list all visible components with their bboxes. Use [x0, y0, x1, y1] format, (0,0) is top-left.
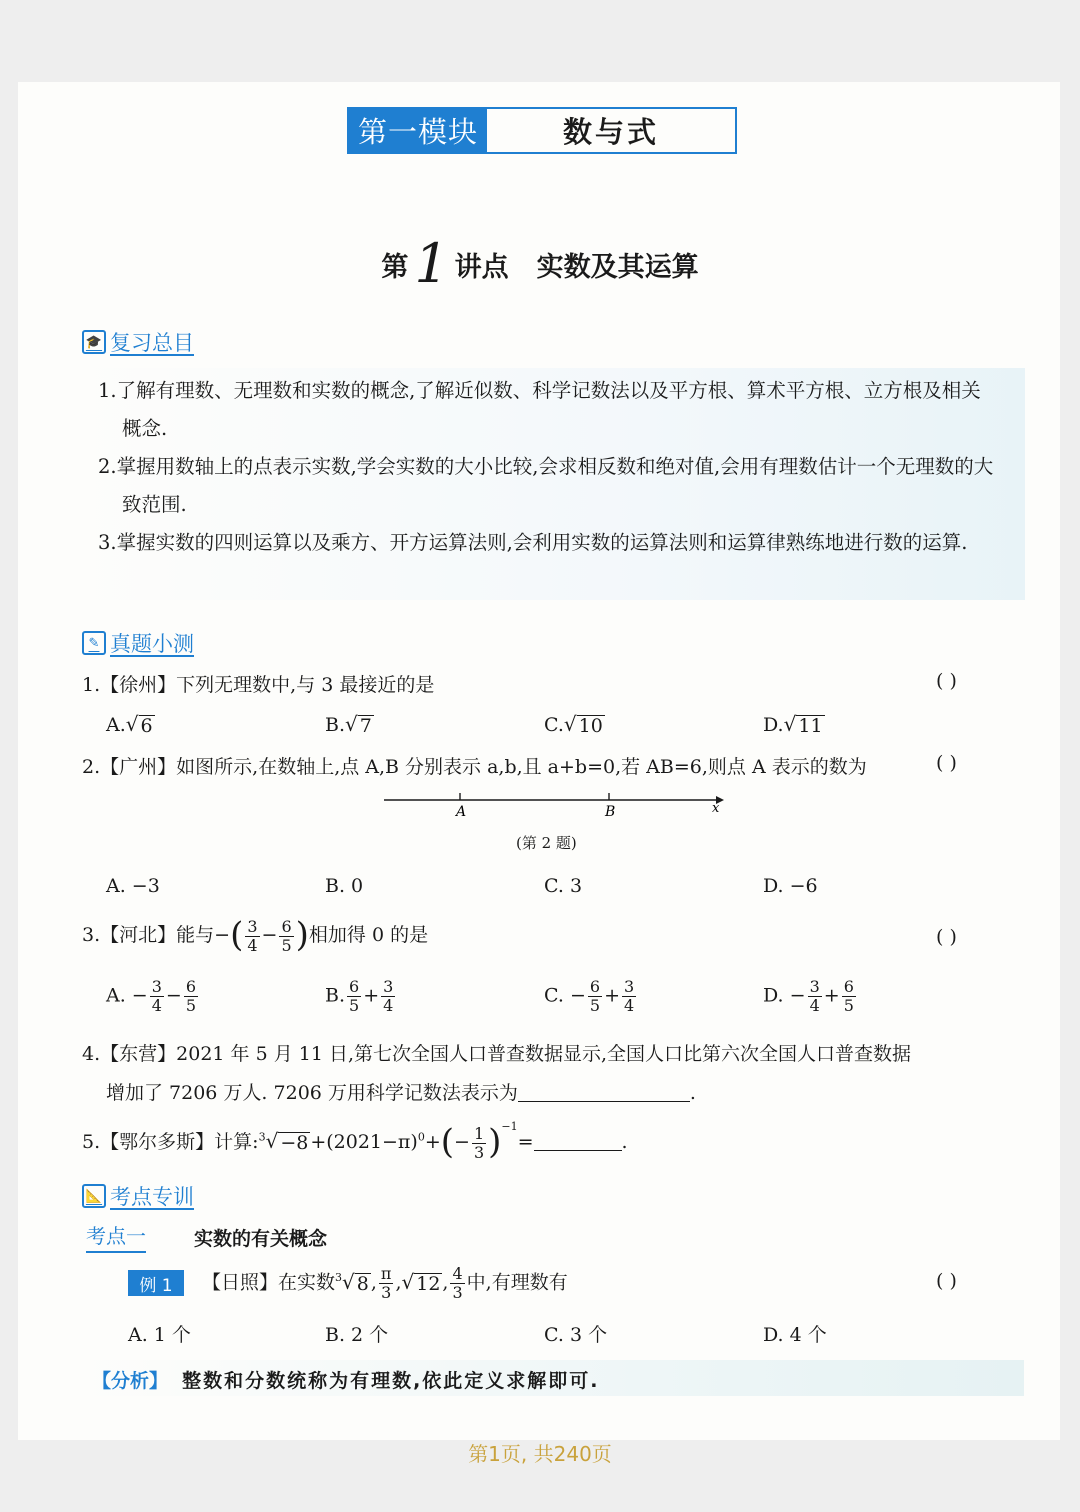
lesson-suffix: 讲点	[454, 252, 509, 283]
section-test	[82, 628, 194, 658]
q-text: 在实数	[278, 1271, 336, 1294]
sqrt: √ 11	[783, 712, 823, 737]
section-review-label: 复习总目	[110, 331, 194, 355]
answer-paren: ( )	[936, 670, 957, 692]
radicand: 7	[359, 715, 372, 737]
q-number: 4.	[82, 1043, 101, 1065]
review-item: 3.掌握实数的四则运算以及乘方、开方运算法则,会利用实数的运算法则和运算律熟练地进行数的运算.	[98, 531, 968, 554]
numerator: 3	[247, 916, 258, 936]
q-source: 【东营】	[100, 1043, 177, 1065]
fraction	[279, 918, 293, 955]
question-5: 5.【鄂尔多斯】计算:$^3$ √ −8 $+(2021-\pi)^0+(-$ $\frac{1}{3}$ )$^{-1}$= .	[82, 1120, 628, 1162]
option-a	[106, 712, 155, 736]
root-index: 3	[258, 1130, 266, 1144]
option-d: D. 4 个	[763, 1324, 827, 1346]
figure-caption: (第 2 题)	[516, 834, 577, 852]
module-header	[347, 107, 737, 154]
module-title: 数与式	[562, 115, 659, 149]
lesson-prefix: 第	[381, 252, 409, 283]
review-list	[98, 372, 998, 562]
q-text: 2021 年 5 月 11 日,第七次全国人口普查数据显示,全国人口比第六次全国人口普查数据	[176, 1043, 912, 1065]
lesson-number: 1	[414, 232, 449, 295]
numerator: 6	[589, 977, 601, 996]
review-item: 2.掌握用数轴上的点表示实数,学会实数的大小比较,会求相反数和绝对值,会用有理数估计一个无理数的大致范围.	[98, 455, 994, 516]
q-source: 【日照】	[202, 1271, 279, 1294]
opt-label: C.	[544, 714, 564, 736]
section-training-label: 考点专训	[110, 1185, 194, 1209]
sqrt: √ 7	[345, 712, 372, 737]
q-text: 能与−	[176, 924, 231, 946]
q-number: 5.	[82, 1131, 101, 1153]
denominator: 5	[185, 996, 197, 1015]
q-source: 【河北】	[100, 924, 177, 946]
review-item: 1.了解有理数、无理数和实数的概念,了解近似数、科学记数法以及平方根、算术平方根、立方根及相关概念.	[98, 379, 981, 440]
option-b: B. $\frac{6}{5}$ + $\frac{3}{4}$	[325, 977, 394, 1015]
example-1: 【日照】在实数$^3$ √ 8 , $\frac{\pi}{3}$ , √ 12 , $\frac{4}{3}$ 中,有理数有	[202, 1264, 568, 1302]
option-a: A. 1 个	[128, 1324, 191, 1346]
q-number: 2.	[82, 756, 101, 778]
q-text: 中,有理数有	[466, 1271, 568, 1294]
denominator: 5	[843, 996, 854, 1015]
analysis-label: 【分析】	[92, 1370, 169, 1392]
q-source: 【徐州】	[100, 674, 177, 696]
numerator: 3	[383, 977, 394, 996]
radicand: 11	[798, 715, 823, 737]
analysis	[92, 1366, 600, 1393]
exponent: −1	[501, 1120, 518, 1133]
q-text: =	[517, 1131, 534, 1153]
root-index: 3	[335, 1271, 343, 1285]
option-d: D. −6	[763, 875, 818, 897]
example-badge: 例 1	[128, 1270, 184, 1296]
option-c: C. − $\frac{6}{5}$ + $\frac{3}{4}$	[544, 977, 635, 1015]
key-point-label: 考点一	[86, 1220, 146, 1253]
question-2	[82, 752, 867, 779]
point-b-label: B	[605, 804, 616, 820]
denominator: 3	[381, 1283, 392, 1302]
answer-blank[interactable]	[518, 1101, 690, 1102]
q-text: +	[424, 1131, 441, 1153]
opt-label: D.	[763, 984, 784, 1007]
numerator: π	[380, 1264, 392, 1283]
option-d	[763, 712, 825, 736]
question-4	[82, 1039, 911, 1066]
option-a: A. −3	[106, 875, 160, 897]
denominator: 3	[473, 1142, 485, 1162]
numerator: 3	[809, 977, 820, 996]
denominator: 5	[589, 996, 601, 1015]
answer-paren: ( )	[936, 926, 957, 948]
numerator: 4	[452, 1264, 463, 1283]
answer-paren: ( )	[936, 752, 957, 774]
q-text: 下列无理数中,与 3 最接近的是	[176, 674, 435, 696]
section-training	[82, 1181, 194, 1211]
opt-label: B.	[325, 714, 346, 736]
question-3: 3.【河北】能与−( $\frac{3}{4}$ − $\frac{6}{5}$ )相加得 0 的是	[82, 915, 429, 955]
denominator: 4	[247, 935, 258, 955]
question-1	[82, 670, 434, 697]
numerator: 6	[843, 977, 854, 996]
q-text: 如图所示,在数轴上,点 A,B 分别表示 a,b,且 a+b=0,若 AB=6,则点 A 表示的数为	[176, 756, 867, 778]
section-test-label: 真题小测	[110, 632, 194, 656]
denominator: 4	[623, 996, 635, 1015]
denominator: 5	[281, 935, 292, 955]
point-a-label: A	[456, 804, 467, 820]
q-text: 计算:	[214, 1131, 259, 1153]
analysis-text: 整数和分数统称为有理数,依此定义求解即可.	[182, 1370, 600, 1392]
ruler-icon: 📐	[82, 1184, 106, 1208]
sqrt: √ 10	[563, 712, 603, 737]
radicand: −8	[280, 1132, 309, 1154]
numerator: 3	[623, 977, 635, 996]
radicand: 6	[140, 715, 153, 737]
opt-label: C.	[544, 984, 564, 1007]
page-footer: 第1页, 共240页	[468, 1442, 612, 1466]
answer-blank[interactable]	[534, 1150, 622, 1151]
question-4-line2	[106, 1078, 696, 1105]
opt-label: A.	[106, 984, 126, 1007]
radicand: 10	[578, 715, 603, 737]
q-text: .	[689, 1082, 696, 1104]
module-label: 第一模块	[349, 109, 487, 152]
q-text: .	[621, 1131, 628, 1153]
numerator: 6	[185, 977, 197, 996]
denominator: 4	[383, 996, 394, 1015]
option-c	[544, 712, 605, 736]
denominator: 4	[151, 996, 162, 1015]
opt-label: D.	[763, 714, 784, 736]
option-c: C. 3 个	[544, 1324, 608, 1346]
q-number: 1.	[82, 674, 101, 696]
radicand: 12	[416, 1272, 441, 1295]
graduation-cap-icon: 🎓	[82, 330, 106, 354]
exponent: 0	[417, 1130, 425, 1144]
q-source: 【广州】	[100, 756, 177, 778]
axis-x-label: x	[712, 801, 720, 816]
option-b: B. 0	[325, 875, 364, 897]
sqrt: √ 6	[125, 712, 153, 737]
q-text: 增加了 7206 万人. 7206 万用科学记数法表示为	[106, 1082, 518, 1104]
numerator: 3	[151, 977, 162, 996]
option-a: A. − $\frac{3}{4}$ − $\frac{6}{5}$	[106, 977, 197, 1015]
fraction	[245, 918, 259, 955]
opt-label: A.	[106, 714, 126, 736]
lesson-title	[0, 232, 1080, 295]
option-c: C. 3	[544, 875, 583, 897]
key-point-title: 实数的有关概念	[194, 1228, 328, 1250]
section-review	[82, 327, 194, 357]
numerator: 6	[349, 977, 360, 996]
denominator: 5	[349, 996, 360, 1015]
numerator: 6	[281, 916, 292, 936]
numerator: 1	[473, 1123, 485, 1143]
q-source: 【鄂尔多斯】	[100, 1131, 215, 1153]
pencil-icon: ✎	[82, 631, 106, 655]
answer-paren: ( )	[936, 1270, 957, 1292]
q-number: 3.	[82, 924, 101, 946]
opt-label: B.	[325, 984, 346, 1007]
number-line-figure	[380, 788, 730, 822]
denominator: 3	[452, 1283, 463, 1302]
lesson-name: 实数及其运算	[536, 252, 699, 283]
radicand: 8	[356, 1272, 369, 1295]
denominator: 4	[809, 996, 820, 1015]
q-text: +(2021−π)	[310, 1131, 418, 1153]
q-text: 相加得 0 的是	[308, 924, 429, 946]
option-b: B. 2 个	[325, 1324, 389, 1346]
option-b	[325, 712, 374, 736]
option-d: D. − $\frac{3}{4}$ + $\frac{6}{5}$	[763, 977, 854, 1015]
